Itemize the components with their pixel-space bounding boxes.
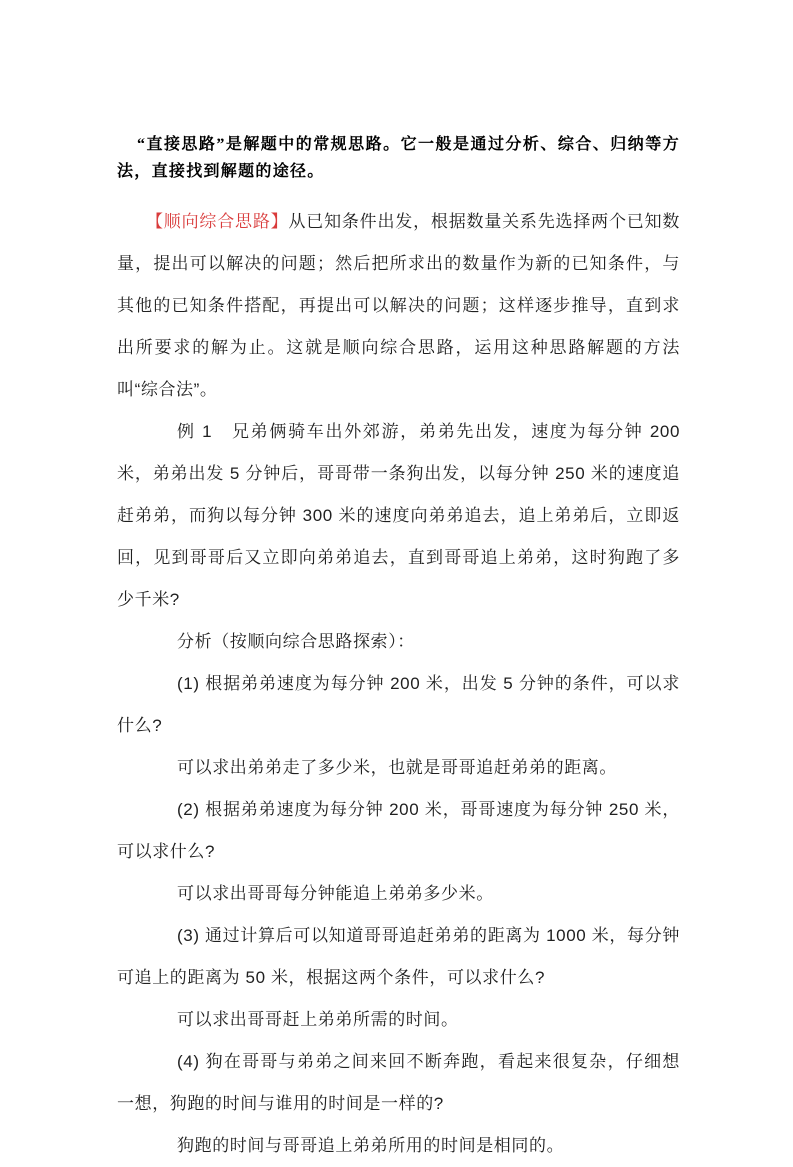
intro-paragraph: “直接思路”是解题中的常规思路。它一般是通过分析、综合、归纳等方法，直接找到解题的途径。: [117, 136, 680, 180]
question-3: (3) 通过计算后可以知道哥哥追赶弟弟的距离为 1000 米，每分钟可追上的距离为 50 米，根据这两个条件，可以求什么?: [117, 926, 680, 987]
body-section: [117, 201, 680, 1167]
definition-label: 【顺向综合思路】: [146, 212, 289, 231]
answer-2: 可以求出哥哥每分钟能追上弟弟多少米。: [177, 884, 494, 903]
question-1: (1) 根据弟弟速度为每分钟 200 米，出发 5 分钟的条件，可以求什么?: [117, 674, 680, 735]
example1-paragraph: 例 1 兄弟俩骑车出外郊游，弟弟先出发，速度为每分钟 200 米，弟弟出发 5 分钟后，哥哥带一条狗出发，以每分钟 250 米的速度追赶弟弟，而狗以每分钟 300 米的速度向弟弟追去，追上弟弟后，立即返回，见到哥哥后又立即向弟弟追去，直到哥哥追上弟弟，这时狗跑了多少千米?: [117, 422, 680, 609]
question-2: (2) 根据弟弟速度为每分钟 200 米，哥哥速度为每分钟 250 米，可以求什么?: [117, 800, 680, 861]
analysis-heading: 分析（按顺向综合思路探索）：: [177, 632, 415, 651]
definition-body: 从已知条件出发，根据数量关系先选择两个已知数量，提出可以解决的问题；然后把所求出的数量作为新的已知条件，与其他的已知条件搭配，再提出可以解决的问题；这样逐步推导，直到求出所要求的解为止。这就是顺向综合思路，运用这种思路解题的方法叫“综合法”。: [117, 212, 680, 399]
question-4: (4) 狗在哥哥与弟弟之间来回不断奔跑，看起来很复杂，仔细想一想，狗跑的时间与谁用的时间是一样的?: [117, 1052, 680, 1113]
answer-1: 可以求出弟弟走了多少米，也就是哥哥追赶弟弟的距离。: [177, 758, 617, 777]
answer-4: 狗跑的时间与哥哥追上弟弟所用的时间是相同的。: [177, 1136, 565, 1155]
answer-3: 可以求出哥哥赶上弟弟所需的时间。: [177, 1010, 459, 1029]
intro-section: [117, 131, 680, 185]
definition-paragraph: [117, 201, 680, 411]
